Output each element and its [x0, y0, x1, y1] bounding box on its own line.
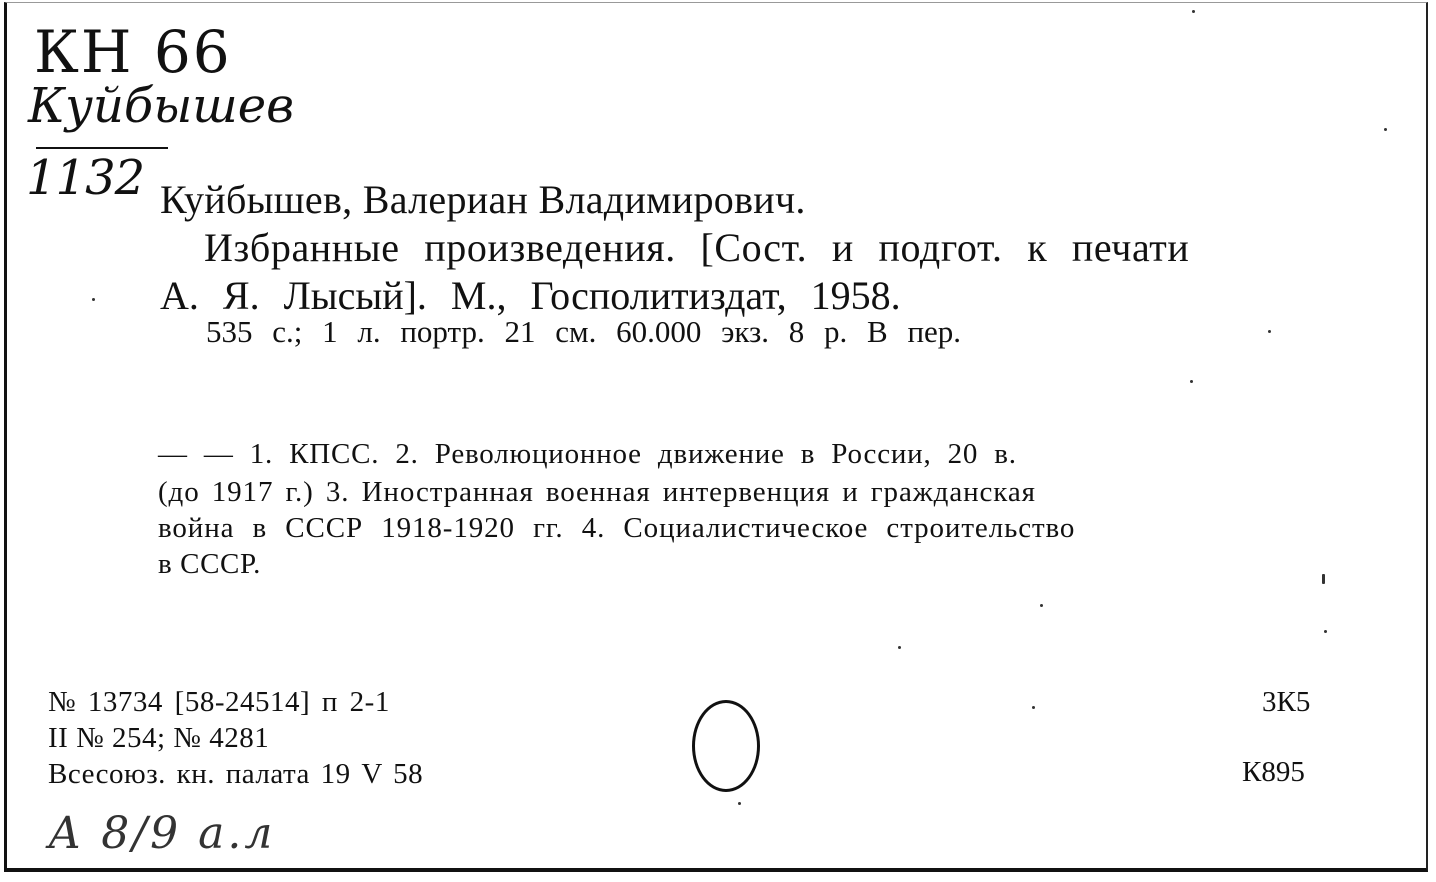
entry-heading: Куйбышев, Валериан Владимирович.	[160, 177, 806, 222]
subject-line-2: (до 1917 г.) 3. Иностранная военная интервенция и гражданская	[158, 476, 1036, 508]
registry-number: № 13734 [58-24514] п 2-1	[48, 686, 390, 718]
speck	[738, 802, 741, 805]
speck	[1040, 604, 1043, 607]
entry-title-line: Избранные произведения. [Сост. и подгот. к печати	[204, 225, 1190, 270]
subject-line-4: в СССР.	[158, 548, 261, 580]
subject-line-3: война в СССР 1918-1920 гг. 4. Социалистическое строительство	[158, 512, 1076, 544]
handwritten-author-name: Куйбышев	[28, 78, 295, 134]
speck	[1322, 574, 1325, 584]
hole-circle	[692, 700, 760, 792]
subject-line-1: — — 1. КПСС. 2. Революционное движение в России, 20 в.	[158, 438, 1017, 470]
handwritten-shelfmark: КН 66	[34, 18, 232, 86]
speck	[1190, 380, 1193, 383]
entry-imprint-line: А. Я. Лысый]. М., Госполитиздат, 1958.	[160, 273, 901, 318]
registry-chamber: Всесоюз. кн. палата 19 V 58	[48, 758, 424, 790]
speck	[1324, 630, 1327, 633]
speck	[1032, 706, 1035, 709]
registry-secondary: II № 254; № 4281	[48, 722, 270, 754]
handwritten-call-number: 1132	[26, 150, 145, 206]
speck	[1384, 128, 1387, 131]
classification-code: 3К5	[1262, 686, 1311, 718]
speck	[898, 646, 901, 649]
handwritten-bottom-note: А 8/9 а.л	[48, 808, 276, 859]
speck	[92, 298, 95, 301]
handwritten-underline	[36, 147, 168, 149]
speck	[1192, 10, 1195, 13]
entry-collation-line: 535 с.; 1 л. портр. 21 см. 60.000 экз. 8 р. В пер.	[206, 314, 962, 349]
author-mark: К895	[1242, 756, 1305, 788]
speck	[1268, 330, 1271, 333]
